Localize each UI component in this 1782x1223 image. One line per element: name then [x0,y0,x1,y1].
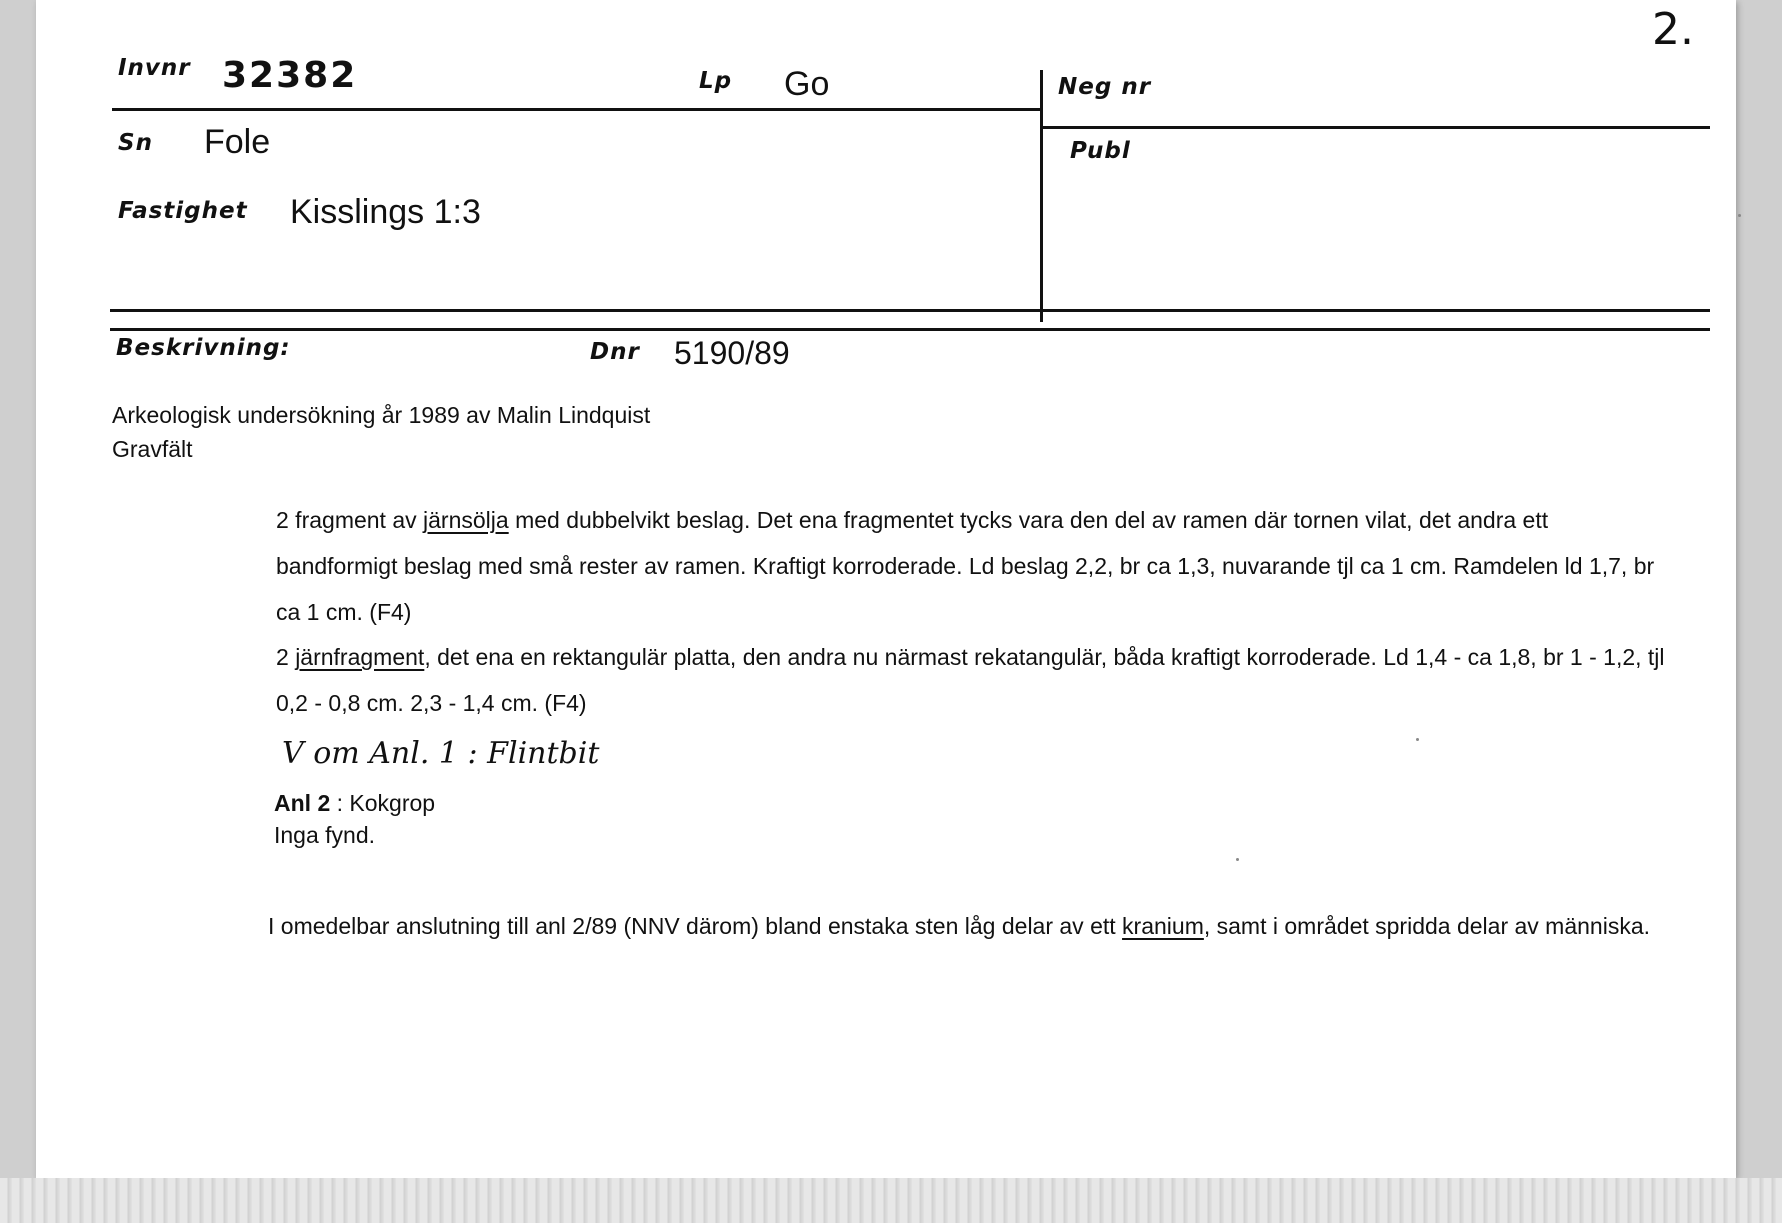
intro-gravfalt: Gravfält [112,436,193,462]
find2-text: , det ena en rektangulär platta, den andra nu närmast rekatangulär, båda kraftigt korroderade. Ld 1,4 - ca 1,8, br 1 - 1,2, tjl 0,2 - 0,8 cm. 2,3 - 1,4 cm. (F4) [276,644,1665,716]
intro-line: Arkeologisk undersökning år 1989 av Malin Lindquist [112,402,651,428]
final-after: , samt i området spridda delar av människa. [1203,913,1651,939]
invnr-value: 32382 [222,55,358,96]
final-term: kranium [1122,913,1204,939]
anl2-value: : Kokgrop [330,790,436,816]
anl2-label: Anl 2 [274,790,331,816]
final-paragraph [268,903,1688,949]
scan-right-edge [1736,0,1782,1178]
fastighet-value: Kisslings 1:3 [290,193,481,231]
negnr-label: Neg nr [1058,74,1152,100]
lp-label: Lp [699,68,733,94]
card-number: 2. [1652,4,1694,55]
find1-text: med dubbelvikt beslag. Det ena fragmentet tycks vara den del av ramen där tornen vilat, det andra ett bandformigt beslag med små rester av ramen. Kraftigt korroderade. Ld beslag 2,2, br ca 1,3, nuvarande tjl ca 1 cm. Ramdelen ld 1,7, br ca 1 cm. (F4) [276,507,1655,625]
beskrivning-label: Beskrivning: [116,335,291,361]
scan-bottom-strip [0,1178,1782,1223]
publ-label: Publ [1070,138,1131,164]
find1-prefix: 2 fragment av [276,507,424,533]
final-before: I omedelbar anslutning till anl 2/89 (NNV därom) bland enstaka sten låg delar av ett [268,913,1123,939]
sn-value: Fole [204,123,271,161]
catalog-card [36,0,1736,1178]
handwritten-note: V om Anl. 1 : Flintbit [282,736,600,771]
header-divider [1040,70,1043,322]
find2-prefix: 2 [276,644,296,670]
anl2-note: Inga fynd. [274,822,376,848]
header-rule-top-right [1040,126,1710,129]
scan-speck [1236,858,1239,861]
lp-value: Go [784,65,830,103]
sn-label: Sn [118,130,153,156]
header-rule-top-left [112,108,1040,111]
find-paragraph-1 [276,497,1666,635]
anl2-line [274,790,435,818]
fastighet-label: Fastighet [118,198,248,224]
find-paragraph-2 [276,634,1666,726]
header-rule-bottom-right [110,328,1710,331]
scan-speck [1416,738,1419,741]
find2-term: järnfragment [295,644,425,670]
scan-speck [1738,214,1741,217]
header-rule-bottom [110,309,1710,312]
scan-left-edge [0,0,36,1178]
dnr-label: Dnr [590,339,640,365]
find1-term: järnsölja [423,507,509,533]
dnr-value: 5190/89 [674,335,790,371]
invnr-label: Invnr [118,55,191,81]
